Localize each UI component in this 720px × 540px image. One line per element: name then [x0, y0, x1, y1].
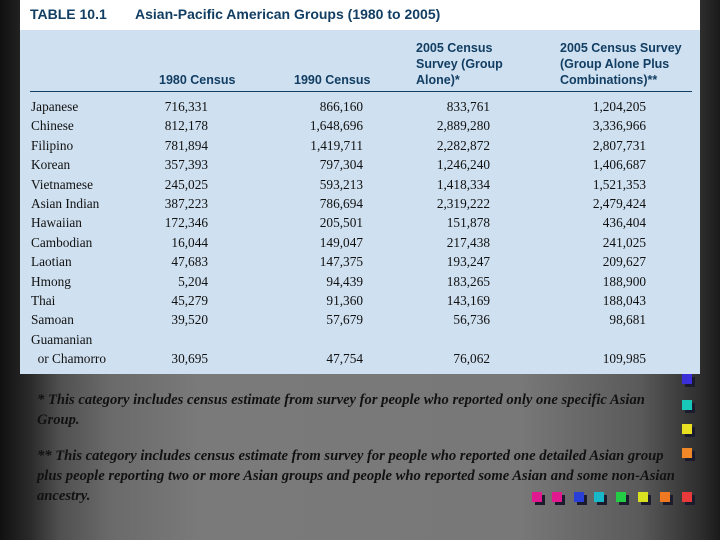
table-row-group-label: Korean [31, 157, 71, 173]
table-cell: 149,047 [319, 234, 363, 250]
table-cell: 183,265 [446, 273, 490, 289]
decorative-square [682, 448, 692, 458]
table-cell: 209,627 [602, 254, 646, 270]
table-cell: 45,279 [171, 293, 208, 308]
decorative-square [682, 492, 692, 502]
table-cell: 5,204 [178, 273, 208, 289]
table-row-group-label: Hawaiian [31, 215, 82, 231]
column-header-2005-alone: 2005 Census Survey (Group Alone)* [416, 41, 503, 87]
column-header-1990: 1990 Census [294, 73, 371, 87]
table-cell: 94,439 [326, 273, 363, 289]
table-cell: 30,695 [171, 351, 208, 367]
table-cell: 91,360 [326, 293, 363, 308]
table-cell: 797,304 [319, 157, 363, 173]
table-cell: 98,681 [609, 312, 646, 328]
table-cell: 1,406,687 [592, 157, 646, 173]
footnote-double-asterisk: ** This category includes census estimate from survey for people who reported one detailed Asian group plus people reporting two or more Asian groups and people who reported some Asian and some non-Asian ancestry. [37, 448, 675, 504]
table-cell: 1,418,334 [436, 176, 490, 192]
table-row-group-label: Thai [31, 293, 56, 308]
decorative-square [532, 492, 542, 502]
decorative-square [594, 492, 604, 502]
table-cell: 56,736 [453, 312, 490, 328]
table-panel [20, 0, 700, 374]
table-cell: 2,889,280 [436, 118, 490, 134]
table-row-group-label: Japanese [31, 99, 79, 114]
table-cell: 1,204,205 [592, 99, 646, 114]
table-cell: 47,683 [171, 254, 208, 270]
decorative-square [682, 374, 692, 384]
table-row-group-label: Asian Indian [31, 196, 100, 211]
table-cell: 109,985 [602, 351, 646, 367]
table-cell: 241,025 [602, 234, 646, 250]
decorative-square [682, 424, 692, 434]
table-row-group-label: Guamanian or Chamorro [31, 331, 106, 367]
table-row-group-label: Chinese [31, 118, 74, 134]
table-cell: 188,900 [602, 273, 646, 289]
table-row-group-label: Laotian [31, 254, 72, 270]
table-cell: 3,336,966 [592, 118, 646, 134]
table-row-group-label: Cambodian [31, 234, 93, 250]
table-cell: 387,223 [164, 196, 208, 211]
decorative-square [574, 492, 584, 502]
table-cell: 2,282,872 [436, 137, 490, 153]
table-cell: 833,761 [446, 99, 490, 114]
column-header-1980: 1980 Census [159, 73, 236, 87]
table-number: TABLE 10.1 [30, 6, 107, 22]
table-cell: 147,375 [319, 254, 363, 270]
table-cell: 781,894 [164, 137, 208, 153]
table-title: Asian-Pacific American Groups (1980 to 2005) [135, 6, 441, 22]
column-header-2005-combinations: 2005 Census Survey (Group Alone Plus Combinations)** [560, 41, 682, 87]
decorative-square [660, 492, 670, 502]
table-cell: 57,679 [326, 312, 363, 328]
table-cell: 2,807,731 [592, 137, 646, 153]
table-cell: 143,169 [446, 293, 490, 308]
table-cell: 1,648,696 [309, 118, 363, 134]
table-cell: 39,520 [171, 312, 208, 328]
table-cell: 593,213 [319, 176, 363, 192]
table-cell: 866,160 [319, 99, 363, 114]
table-cell: 2,479,424 [592, 196, 646, 211]
decorative-square [552, 492, 562, 502]
footnote-single-asterisk: * This category includes census estimate from survey for people who reported only one specific Asian Group. [37, 392, 645, 428]
table-cell: 436,404 [602, 215, 646, 231]
table-cell: 1,246,240 [436, 157, 490, 173]
table-cell: 47,754 [326, 351, 363, 367]
table-cell: 1,419,711 [310, 137, 363, 153]
table-cell: 16,044 [171, 234, 208, 250]
table-cell: 2,319,222 [436, 196, 490, 211]
table-cell: 193,247 [446, 254, 490, 270]
table-header-bar [20, 0, 700, 30]
table-cell: 151,878 [446, 215, 490, 231]
table-cell: 716,331 [164, 99, 208, 114]
table-cell: 205,501 [319, 215, 363, 231]
table-cell: 786,694 [319, 196, 363, 211]
table-row-group-label: Vietnamese [31, 176, 93, 192]
table-row-group-label: Hmong [31, 273, 71, 289]
table-cell: 357,393 [164, 157, 208, 173]
table-cell: 217,438 [446, 234, 490, 250]
table-cell: 76,062 [453, 351, 490, 367]
table-row-group-label: Samoan [31, 312, 74, 328]
decorative-square [638, 492, 648, 502]
table-cell: 245,025 [164, 176, 208, 192]
table-cell: 172,346 [164, 215, 208, 231]
decorative-square [616, 492, 626, 502]
table-cell: 1,521,353 [592, 176, 646, 192]
decorative-square [682, 400, 692, 410]
table-row-group-label: Filipino [31, 137, 74, 153]
header-rule [30, 91, 692, 92]
table-cell: 188,043 [602, 293, 646, 308]
table-cell: 812,178 [164, 118, 208, 134]
